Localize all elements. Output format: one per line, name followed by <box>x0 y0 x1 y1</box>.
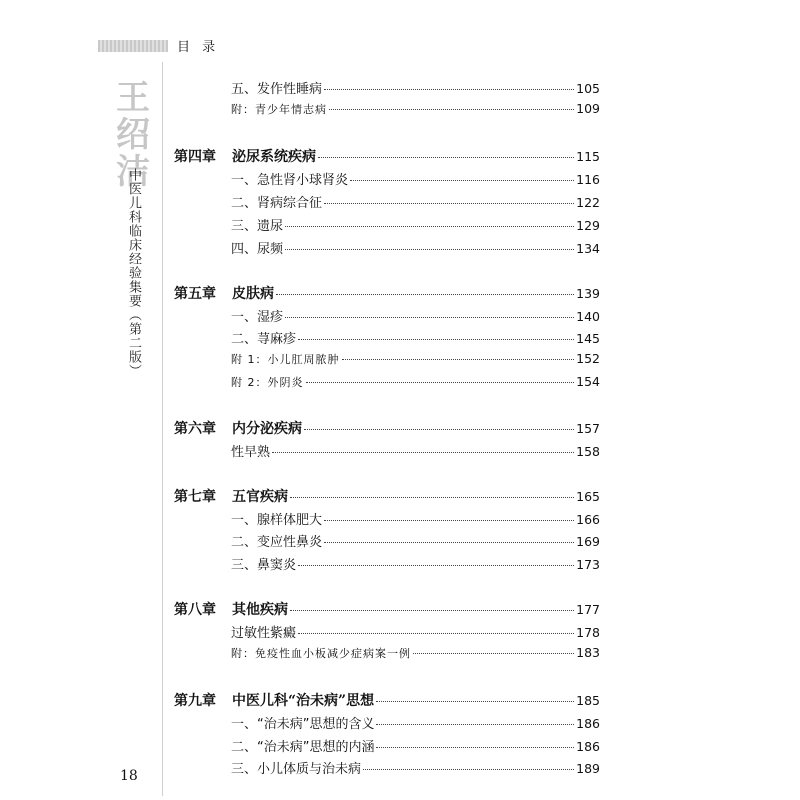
toc-leader-dots <box>285 317 574 318</box>
toc-entry-row[interactable] <box>231 215 600 234</box>
toc-chapter-row[interactable] <box>174 690 600 710</box>
toc-page-number: 157 <box>576 421 600 436</box>
toc-page-number: 122 <box>576 195 600 210</box>
toc-entry-row[interactable] <box>231 758 600 777</box>
toc-page-number: 152 <box>576 351 600 366</box>
toc-entry-title: 中医儿科“治未病”思想 <box>232 693 375 709</box>
toc-leader-dots <box>285 226 574 227</box>
toc-page-number: 140 <box>576 309 600 324</box>
toc-page-number: 154 <box>576 374 600 389</box>
toc-leader-dots <box>298 565 574 566</box>
toc-page-number: 189 <box>576 761 600 776</box>
toc-page-number: 115 <box>576 149 600 164</box>
toc-chapter-number: 第八章 <box>174 602 216 618</box>
author-name-vertical: 王绍洁 <box>116 78 150 192</box>
toc-entry-title: 二、“治未病”思想的内涵 <box>231 740 375 755</box>
toc-entry-title: 性早熟 <box>231 445 271 460</box>
toc-entry-title: 泌尿系统疾病 <box>232 149 316 165</box>
toc-leader-dots <box>298 633 574 634</box>
page-number: 18 <box>120 768 138 784</box>
toc-entry-title: 二、荨麻疹 <box>231 332 297 347</box>
toc-leader-dots <box>290 497 574 498</box>
toc-page-number: 169 <box>576 534 600 549</box>
toc-entry-title: 附：青少年情志病 <box>231 103 327 116</box>
toc-page-number: 116 <box>576 172 600 187</box>
toc-entry-row[interactable] <box>231 374 600 390</box>
toc-entry-title: 三、鼻窦炎 <box>231 558 297 573</box>
toc-entry-title: 二、变应性鼻炎 <box>231 535 323 550</box>
toc-entry-row[interactable] <box>231 169 600 188</box>
toc-leader-dots <box>413 653 574 654</box>
toc-entry-title: 五官疾病 <box>232 489 288 505</box>
toc-leader-dots <box>276 294 574 295</box>
toc-leader-dots <box>324 203 574 204</box>
toc-leader-dots <box>324 89 574 90</box>
toc-leader-dots <box>304 429 574 430</box>
toc-entry-title: 一、“治未病”思想的含义 <box>231 717 375 732</box>
toc-leader-dots <box>329 109 574 110</box>
toc-entry-title: 一、急性肾小球肾炎 <box>231 173 349 188</box>
toc-entry-title: 四、尿频 <box>231 242 284 257</box>
toc-chapter-number: 第九章 <box>174 693 216 709</box>
toc-page-number: 158 <box>576 444 600 459</box>
toc-page-number: 166 <box>576 512 600 527</box>
toc-page-number: 145 <box>576 331 600 346</box>
toc-entry-row[interactable] <box>231 192 600 211</box>
toc-chapter-number: 第六章 <box>174 421 216 437</box>
toc-page-number: 105 <box>576 81 600 96</box>
header-decoration-bar <box>98 40 168 52</box>
toc-leader-dots <box>363 769 574 770</box>
toc-leader-dots <box>285 249 574 250</box>
toc-entry-title: 一、腺样体肥大 <box>231 513 323 528</box>
toc-chapter-number: 第四章 <box>174 149 216 165</box>
toc-chapter-row[interactable] <box>174 283 600 303</box>
toc-page-number: 134 <box>576 241 600 256</box>
toc-page-number: 186 <box>576 739 600 754</box>
toc-chapter-row[interactable] <box>174 146 600 166</box>
toc-chapter-number: 第七章 <box>174 489 216 505</box>
toc-page-number: 109 <box>576 101 600 116</box>
toc-entry-row[interactable] <box>231 713 600 732</box>
toc-chapter-row[interactable] <box>174 486 600 506</box>
toc-leader-dots <box>272 452 574 453</box>
toc-page-number: 139 <box>576 286 600 301</box>
toc-entry-row[interactable] <box>231 736 600 755</box>
toc-entry-row[interactable] <box>231 351 600 367</box>
toc-entry-title: 其他疾病 <box>232 602 288 618</box>
toc-chapter-row[interactable] <box>174 599 600 619</box>
toc-leader-dots <box>376 724 574 725</box>
page-header-title: 目 录 <box>177 40 220 55</box>
toc-entry-row[interactable] <box>231 238 600 257</box>
toc-entry-row[interactable] <box>231 531 600 550</box>
vertical-divider <box>162 62 163 796</box>
toc-page-number: 177 <box>576 602 600 617</box>
toc-chapter-row[interactable] <box>174 418 600 438</box>
toc-page-number: 129 <box>576 218 600 233</box>
toc-leader-dots <box>376 747 574 748</box>
toc-entry-title: 五、发作性睡病 <box>231 82 323 97</box>
toc-page-number: 165 <box>576 489 600 504</box>
toc-leader-dots <box>318 157 574 158</box>
toc-entry-row[interactable] <box>231 328 600 347</box>
toc-page-number: 178 <box>576 625 600 640</box>
book-title-vertical: 中医儿科临床经验集要（第二版） <box>126 168 141 378</box>
toc-entry-row[interactable] <box>231 306 600 325</box>
toc-entry-row[interactable] <box>231 509 600 528</box>
toc-leader-dots <box>306 382 575 383</box>
toc-leader-dots <box>324 542 574 543</box>
toc-leader-dots <box>298 339 574 340</box>
toc-entry-title: 一、湿疹 <box>231 310 284 325</box>
toc-leader-dots <box>290 610 574 611</box>
toc-page-number: 185 <box>576 693 600 708</box>
toc-entry-row[interactable] <box>231 441 600 460</box>
toc-entry-title: 皮肤病 <box>232 286 274 302</box>
toc-entry-title: 附 1：小儿肛周脓肿 <box>231 353 340 366</box>
toc-chapter-number: 第五章 <box>174 286 216 302</box>
toc-entry-title: 附 2：外阴炎 <box>231 376 304 389</box>
toc-entry-row[interactable] <box>231 554 600 573</box>
toc-leader-dots <box>342 359 575 360</box>
toc-entry-row[interactable] <box>231 622 600 641</box>
toc-entry-title: 三、遗尿 <box>231 219 284 234</box>
toc-entry-title: 附：免疫性血小板减少症病案一例 <box>231 647 411 660</box>
toc-entry-row[interactable] <box>231 78 600 97</box>
toc-leader-dots <box>376 701 574 702</box>
toc-entry-title: 过敏性紫癜 <box>231 626 297 641</box>
toc-page-number: 186 <box>576 716 600 731</box>
toc-entry-row[interactable] <box>231 101 600 117</box>
toc-entry-title: 二、肾病综合征 <box>231 196 323 211</box>
toc-entry-row[interactable] <box>231 645 600 661</box>
toc-page-number: 173 <box>576 557 600 572</box>
toc-leader-dots <box>350 180 574 181</box>
toc-page-number: 183 <box>576 645 600 660</box>
toc-leader-dots <box>324 520 574 521</box>
toc-entry-title: 三、小儿体质与治未病 <box>231 762 362 777</box>
toc-entry-title: 内分泌疾病 <box>232 421 302 437</box>
